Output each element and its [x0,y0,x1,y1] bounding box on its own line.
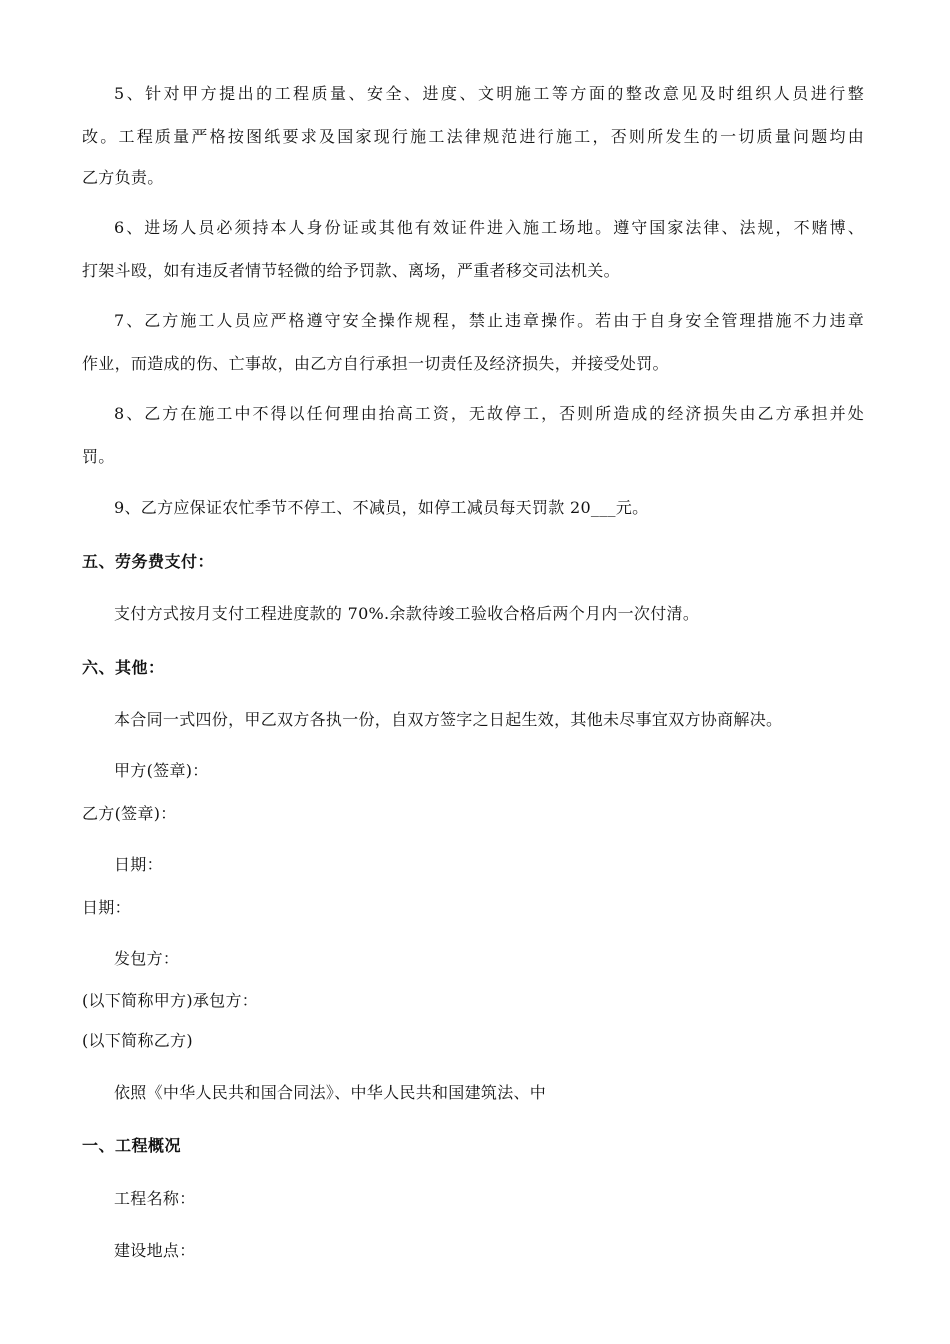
section-6-heading: 六、其他： [82,658,165,677]
clause-5-line-3: 乙方负责。 [82,168,164,187]
section-5-body: 支付方式按月支付工程进度款的 70%.余款待竣工验收合格后两个月内一次付清。 [114,604,700,623]
legal-basis-text: 依照《中华人民共和国合同法》、中华人民共和国建筑法、中 [114,1083,547,1102]
employer-label: 发包方： [114,949,180,968]
party-a-signature-label: 甲方(签章)： [114,761,209,780]
clause-7-line-2: 作业，而造成的伤、亡事故，由乙方自行承担一切责任及经济损失，并接受处罚。 [82,354,669,373]
employer-note: (以下简称甲方)承包方： [82,991,259,1010]
clause-8-line-1: 8、乙方在施工中不得以任何理由抬高工资，无故停工，否则所造成的经济损失由乙方承担并处 [114,404,864,423]
clause-5-line-2: 改。工程质量严格按图纸要求及国家现行施工法律规范进行施工，否则所发生的一切质量问题均由 [82,127,864,146]
section-6-body: 本合同一式四份，甲乙双方各执一份，自双方签字之日起生效，其他未尽事宜双方协商解决。 [114,710,783,729]
contractor-note: (以下简称乙方) [82,1031,193,1050]
project-name-label: 工程名称： [114,1189,196,1208]
clause-6-line-2: 打架斗殴，如有违反者情节轻微的给予罚款、离场，严重者移交司法机关。 [82,261,620,280]
party-b-date-label: 日期： [82,898,131,917]
clause-5-line-1: 5、针对甲方提出的工程质量、安全、进度、文明施工等方面的整改意见及时组织人员进行整 [114,84,864,103]
clause-9-line-1: 9、乙方应保证农忙季节不停工、不减员，如停工减员每天罚款 20___元。 [114,498,649,517]
party-a-date-label: 日期： [114,855,163,874]
clause-7-line-1: 7、乙方施工人员应严格遵守安全操作规程，禁止违章操作。若由于自身安全管理措施不力违章 [114,311,864,330]
construction-site-label: 建设地点： [114,1241,196,1260]
party-b-signature-label: 乙方(签章)： [82,804,177,823]
clause-8-line-2: 罚。 [82,447,115,466]
section-1-heading: 一、工程概况 [82,1136,182,1155]
section-5-heading: 五、劳务费支付： [82,552,215,571]
clause-6-line-1: 6、进场人员必须持本人身份证或其他有效证件进入施工场地。遵守国家法律、法规，不赌博、 [114,218,864,237]
